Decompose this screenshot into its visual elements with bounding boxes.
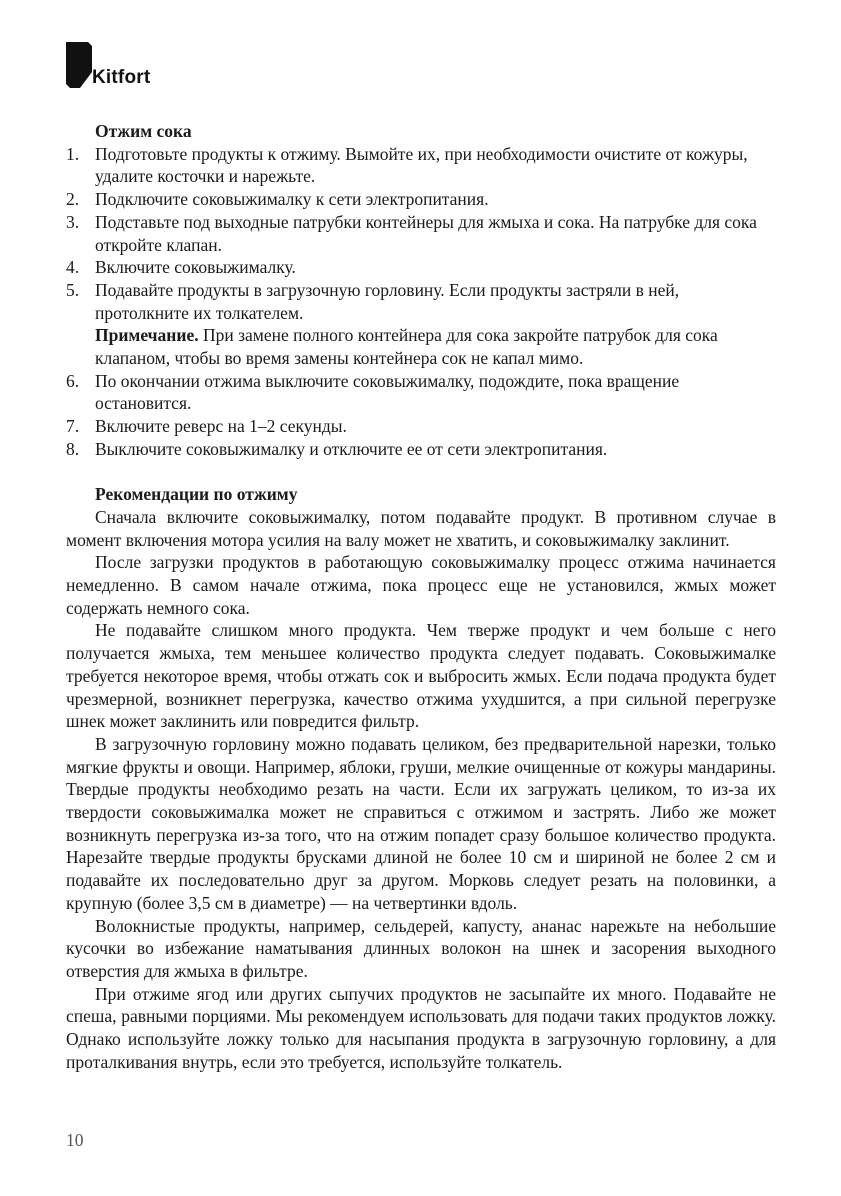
list-item: 5. Подавайте продукты в загрузочную горловину. Если продукты застряли в ней, протолкните их толкателем. [66,279,680,323]
page-content [66,120,776,1074]
note-label: Примечание. [95,325,199,346]
note [66,324,776,369]
kitfort-logo-icon [66,42,92,88]
list-item: 3. Подставьте под выходные патрубки контейнеры для жмыха и сока. На патрубке для сока откройте клапан. [66,211,757,255]
kitfort-logo [66,42,166,92]
list-item: 1. Подготовьте продукты к отжиму. Вымойте их, при необходимости очистите от кожуры, удалите косточки и нарежьте. [66,143,748,187]
section-gap [66,461,776,484]
list-item: 4. Включите соковыжималку. [66,257,296,278]
paragraph: При отжиме ягод или других сыпучих продуктов не засыпайте их много. Подавайте не спеша, равными порциями. Мы рекомендуем использовать для подачи таких продуктов ложку. Однако используйте ложку только для насыпания продукта в загрузочную горловину, а для проталкивания внутрь, если это требуется, используйте толкатель. [66,983,776,1072]
section-title-recommendations: Рекомендации по отжиму [95,484,298,505]
list-item: 2. Подключите соковыжималку к сети электропитания. [66,189,489,210]
logo-text: Kitfort [92,67,151,88]
list-item: 8. Выключите соковыжималку и отключите ее от сети электропитания. [66,438,608,459]
paragraph: Не подавайте слишком много продукта. Чем тверже продукт и чем больше с него получается жмыха, тем меньшее количество продукта следует подавать. Соковыжималке требуется некоторое время, чтобы отжать сок и выбросить жмых. Если подача продукта будет чрезмерной, возникнет перегрузка, качество отжима ухудшится, а при сильной перегрузке шнек может заклинить или повредится фильтр. [66,620,776,732]
list-item: 6. По окончании отжима выключите соковыжималку, подождите, пока вращение остановится. [66,370,680,414]
page-number: 10 [66,1130,84,1150]
paragraph: Сначала включите соковыжималку, потом подавайте продукт. В противном случае в момент включения мотора усилия на валу может не хватить, и соковыжималку заклинит. [66,506,776,550]
note-text: При замене полного контейнера для сока закройте патрубок для сока клапаном, чтобы во время замены контейнера сок не капал мимо. [95,325,718,369]
paragraph: Волокнистые продукты, например, сельдерей, капусту, ананас нарежьте на небольшие кусочки во избежание наматывания длинных волокон на шнек и засорения выходного отверстия для жмыха в фильтре. [66,915,776,981]
list-item: 7. Включите реверс на 1–2 секунды. [66,416,347,437]
section-title-juicing: Отжим сока [95,121,192,141]
paragraph: После загрузки продуктов в работающую соковыжималку процесс отжима начинается немедленно. В самом начале отжима, пока процесс еще не установился, жмых может содержать немного сока. [66,552,776,618]
paragraph: В загрузочную горловину можно подавать целиком, без предварительной нарезки, только мягкие фрукты и овощи. Например, яблоки, груши, мелкие очищенные от кожуры мандарины. Твердые продукты необходимо резать на части. Если их загружать целиком, то из-за их твердости соковыжималка может не справиться с отжимом и застрять. Либо же может возникнуть перегрузка из-за того, что на отжим попадет сразу большое количество продукта. Нарезайте твердые продукты брусками длиной не более 10 см и шириной не более 2 см и подавайте их последовательно друг за другом. Морковь следует резать на половинки, а крупную (более 3,5 см в диаметре) — на четвертинки вдоль. [66,733,776,913]
